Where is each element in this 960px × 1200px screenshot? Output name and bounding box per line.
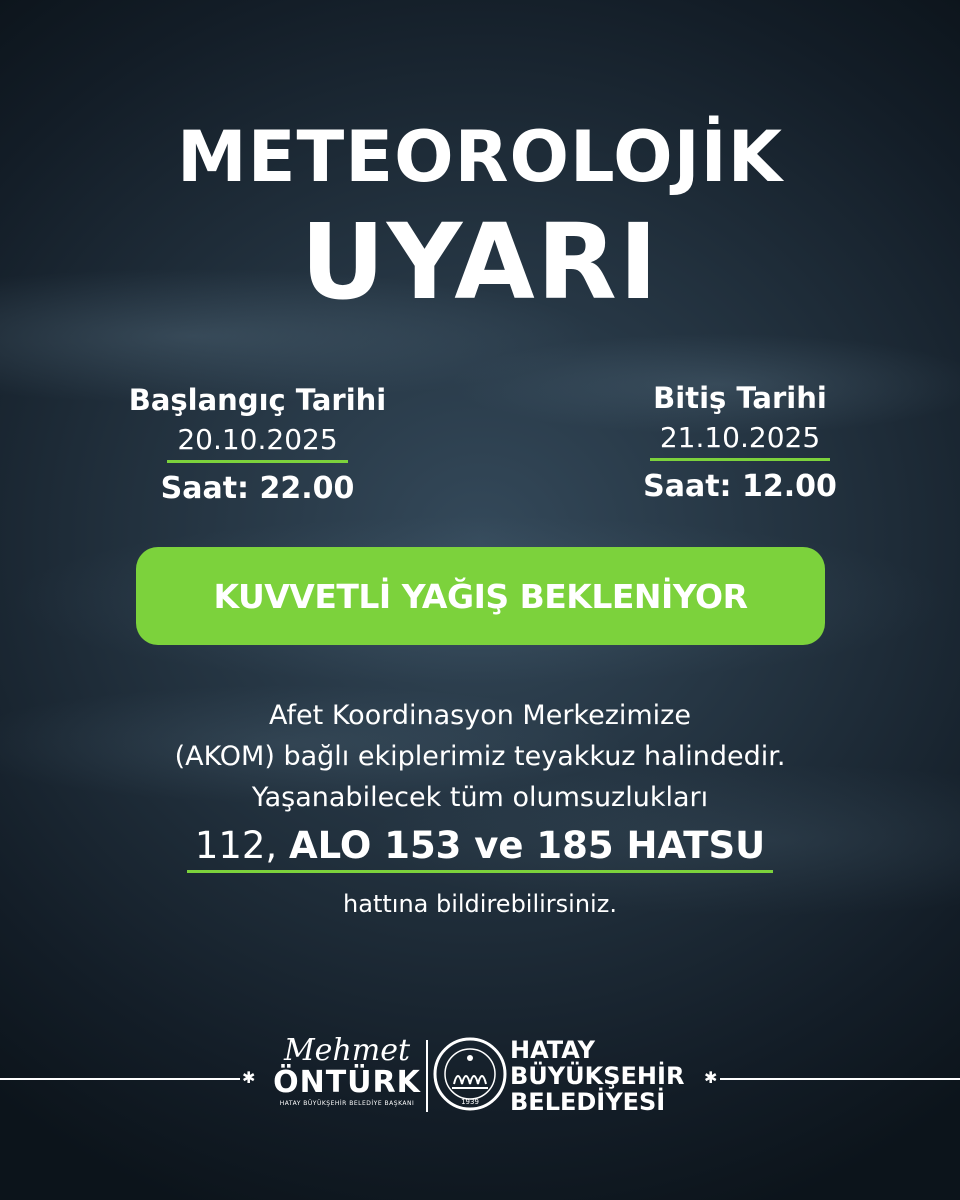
seal-year: 1939 (461, 1098, 479, 1106)
message-line-2: (AKOM) bağlı ekiplerimiz teyakkuz halindedir. (174, 741, 786, 772)
signature-title: HATAY BÜYÜKŞEHİR BELEDİYE BAŞKANI (279, 1100, 415, 1107)
hotline-block (0, 822, 960, 873)
start-time-value: Saat: 22.00 (160, 471, 355, 506)
mayor-signature (272, 1035, 422, 1109)
signature-first-name: Mehmet (283, 1033, 411, 1068)
star-icon-left: ✱ (242, 1068, 256, 1087)
title-line-1: METEOROLOJİK (177, 116, 783, 198)
star-icon-right: ✱ (704, 1068, 718, 1087)
hotline-main: ALO 153 ve 185 HATSU (288, 824, 766, 867)
organization-name (510, 1037, 684, 1115)
end-date-value: 21.10.2025 (650, 418, 830, 461)
org-line-2: BÜYÜKŞEHİR (510, 1062, 685, 1090)
message-line-3: Yaşanabilecek tüm olumsuzlukları (251, 782, 709, 813)
message-line-1: Afet Koordinasyon Merkezimize (269, 700, 691, 731)
start-date-value: 20.10.2025 (167, 420, 347, 463)
end-date-label: Bitiş Tarihi (653, 381, 827, 415)
hotline-prefix: 112, (194, 824, 289, 867)
message-closing: hattına bildirebilirsiniz. (343, 890, 617, 918)
alert-banner: KUVVETLİ YAĞIŞ BEKLENİYOR (136, 547, 825, 645)
title-line-2: UYARI (300, 201, 660, 323)
start-date-label: Başlangıç Tarihi (128, 383, 387, 417)
org-line-1: HATAY (510, 1036, 595, 1064)
signature-last-name: ÖNTÜRK (273, 1065, 421, 1100)
org-line-3: BELEDİYESİ (510, 1088, 666, 1116)
start-date-block (95, 380, 420, 513)
footer-divider-right (720, 1078, 960, 1080)
municipality-seal-icon (432, 1036, 508, 1112)
message-body (0, 695, 960, 818)
hotline-numbers (187, 822, 773, 873)
footer-divider-left (0, 1078, 240, 1080)
end-date-block (590, 378, 890, 511)
end-time-value: Saat: 12.00 (643, 469, 837, 504)
footer-separator (426, 1040, 428, 1112)
